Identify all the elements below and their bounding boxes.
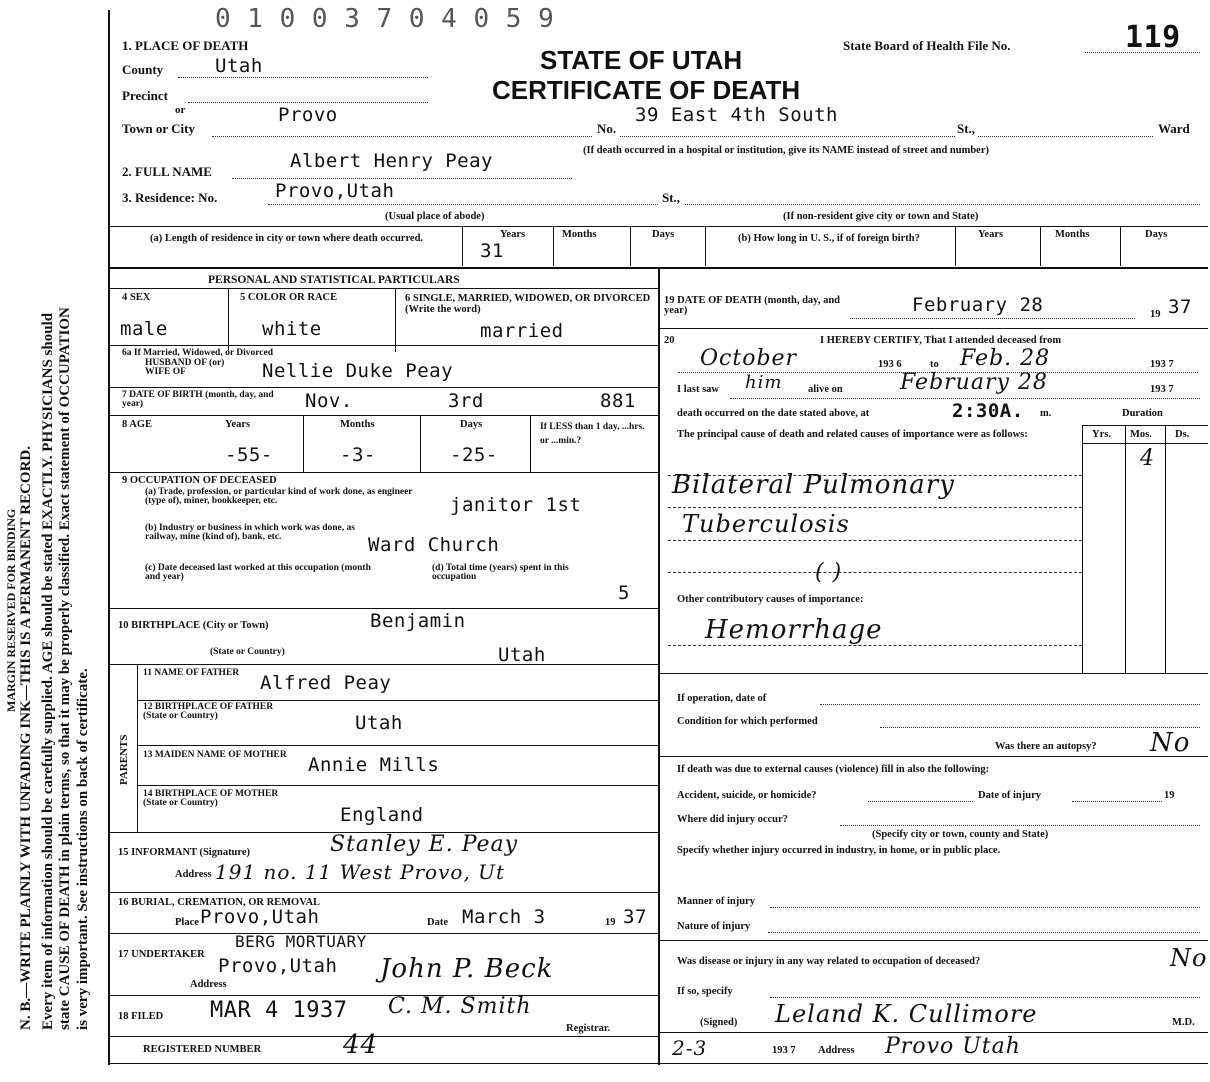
- spouse-label-1: 6a If Married, Widowed, or Divorced: [122, 348, 274, 358]
- condition-label: Condition for which performed: [677, 716, 818, 727]
- autopsy-value: No: [1150, 728, 1191, 758]
- sex-value: male: [120, 318, 168, 340]
- specify-industry-label: Specify whether injury occurred in industry, in home, or in public place.: [677, 845, 1001, 856]
- undertaker-address: Provo,Utah: [218, 955, 338, 977]
- less-than-day-label: If LESS than 1 day, ...hrs. or ...min.?: [540, 422, 645, 446]
- autopsy-label: Was there an autopsy?: [995, 741, 1097, 752]
- age-days-value: -25-: [450, 444, 498, 466]
- burial-place-label: Place: [175, 917, 199, 928]
- occupation-label: 9 OCCUPATION OF DECEASED: [122, 475, 277, 486]
- months-column-header: Mos.: [1130, 429, 1152, 440]
- birthplace-state-label: (State or Country): [210, 647, 285, 657]
- or-label: or: [175, 104, 186, 116]
- birthplace-city: Benjamin: [370, 610, 466, 632]
- foreign-days-header: Days: [1145, 229, 1168, 240]
- hospital-note: (If death occurred in a hospital or institution, give its NAME instead of street and number): [583, 145, 990, 156]
- mother-birthplace-label: 14 BIRTHPLACE OF MOTHER (State or Country): [143, 789, 279, 808]
- date-of-death-label: 19 DATE OF DEATH (month, day, and year): [664, 295, 841, 316]
- dob-label: 7 DATE OF BIRTH (month, day, and year): [122, 390, 274, 409]
- attended-from: October: [700, 346, 798, 371]
- number-label: No.: [597, 121, 617, 136]
- dob-month: Nov.: [305, 390, 353, 412]
- manner-label: Manner of injury: [677, 896, 755, 907]
- personal-heading: PERSONAL AND STATISTICAL PARTICULARS: [208, 274, 460, 286]
- occupation-d-value: 5: [618, 582, 630, 604]
- residence-label: 3. Residence: No.: [122, 190, 218, 205]
- physician-address-label: Address: [818, 1045, 855, 1056]
- occupation-a-label: (a) Trade, profession, or particular kind of work done, as engineer (type of), miner, bookkeeper, etc.: [145, 487, 413, 506]
- ward-label: Ward: [1158, 121, 1190, 136]
- age-months-value: -3-: [340, 444, 376, 466]
- cause-line-1: Bilateral Pulmonary: [672, 470, 955, 500]
- occupation-c-label: (c) Date deceased last worked at this occupation (month and year): [145, 563, 371, 582]
- burial-year-prefix: 19: [605, 917, 616, 928]
- birthplace-state: Utah: [498, 644, 546, 666]
- if-so-specify-label: If so, specify: [677, 986, 733, 997]
- father-value: Alfred Peay: [260, 672, 392, 694]
- last-saw-label: I last saw: [677, 384, 720, 395]
- undertaker-signature: John P. Beck: [380, 954, 554, 984]
- occupation-d-label: (d) Total time (years) spent in this occupation: [432, 563, 569, 582]
- occupation-a-value: janitor 1st: [450, 494, 582, 516]
- informant-address-label: Address: [175, 869, 212, 880]
- specify-place-note: (Specify city or town, county and State): [872, 829, 1049, 840]
- instructions-line-3: is very important. See instructions on back of certificate.: [75, 668, 91, 1030]
- place-of-death-label: 1. PLACE OF DEATH: [122, 38, 249, 53]
- filed-label: 18 FILED: [118, 1011, 164, 1022]
- signed-label: (Signed): [700, 1017, 738, 1028]
- abode-note: (Usual place of abode): [385, 211, 485, 222]
- birthplace-label: 10 BIRTHPLACE (City or Town): [118, 620, 269, 631]
- signed-year: 193 7: [772, 1045, 796, 1056]
- registrar-signature: C. M. Smith: [388, 994, 532, 1019]
- spouse-value: Nellie Duke Peay: [262, 360, 454, 382]
- certify-label: I HEREBY CERTIFY, That I attended deceased from: [820, 335, 1062, 346]
- attended-to-year: 193 7: [1150, 359, 1174, 370]
- mother-birthplace-value: England: [340, 804, 424, 826]
- precinct-label: Precinct: [122, 88, 168, 103]
- foreign-years-header: Years: [978, 229, 1004, 240]
- informant-address: 191 no. 11 West Provo, Ut: [215, 860, 506, 884]
- years-column-header: Yrs.: [1092, 429, 1111, 440]
- occupation-related-value: No: [1170, 944, 1208, 972]
- registered-number-label: REGISTERED NUMBER: [143, 1044, 262, 1055]
- death-year-value: 37: [1168, 296, 1192, 318]
- cause-line-2: Tuberculosis: [682, 510, 850, 538]
- nonresident-note: (If non-resident give city or town and State): [783, 211, 979, 222]
- county-label: County: [122, 62, 164, 77]
- residence-years-header: Years: [500, 229, 526, 240]
- instructions-line-2: state CAUSE OF DEATH in plain terms, so that it may be properly classified. Exact statement of OCCUPATION: [57, 307, 73, 1030]
- color-label: 5 COLOR OR RACE: [240, 292, 338, 303]
- to-label: to: [930, 359, 939, 370]
- file-number-label: State Board of Health File No.: [843, 38, 1011, 53]
- md-label: M.D.: [1172, 1017, 1195, 1028]
- street-suffix-label: St.,: [957, 121, 976, 136]
- residence-value: Provo,Utah: [275, 180, 395, 202]
- burial-date-label: Date: [427, 917, 448, 928]
- father-label: 11 NAME OF FATHER: [143, 668, 240, 678]
- marital-label: 6 SINGLE, MARRIED, WIDOWED, OR DIVORCED (Write the word): [405, 293, 651, 315]
- age-years-header: Years: [225, 419, 251, 430]
- spouse-label-2: HUSBAND OF (or) WIFE OF: [145, 358, 225, 377]
- undertaker-address-label: Address: [190, 979, 227, 990]
- burial-date-value: March 3: [462, 906, 546, 928]
- occupation-b-value: Ward Church: [368, 534, 500, 556]
- occupation-b-label: (b) Industry or business in which work was done, as railway, mine (kind of), bank, etc.: [145, 523, 355, 542]
- undertaker-label: 17 UNDERTAKER: [118, 949, 205, 960]
- undertaker-value: BERG MORTUARY: [235, 932, 367, 951]
- length-of-residence-label: (a) Length of residence in city or town where death occurred.: [150, 233, 424, 244]
- burial-place-value: Provo,Utah: [200, 906, 320, 928]
- marital-value: married: [480, 320, 564, 342]
- residence-days-header: Days: [652, 229, 675, 240]
- section-20-number: 20: [664, 335, 675, 346]
- burial-year-value: 37: [623, 906, 647, 928]
- external-causes-label: If death was due to external causes (violence) fill in also the following:: [677, 764, 990, 775]
- age-months-header: Months: [340, 419, 375, 430]
- death-year-prefix: 19: [1150, 309, 1161, 320]
- dob-day: 3rd: [448, 390, 484, 412]
- state-title: STATE OF UTAH: [540, 45, 743, 75]
- mother-label: 13 MAIDEN NAME OF MOTHER: [143, 750, 287, 760]
- filed-date: MAR 4 1937: [210, 998, 348, 1023]
- age-years-value: -55-: [225, 444, 273, 466]
- duration-label: Duration: [1122, 408, 1163, 419]
- foreign-birth-label: (b) How long in U. S., if of foreign birth?: [738, 233, 920, 244]
- sex-label: 4 SEX: [122, 292, 151, 303]
- father-birthplace-label: 12 BIRTHPLACE OF FATHER (State or Country): [143, 702, 274, 721]
- town-value: Provo: [278, 104, 338, 126]
- cause-label: The principal cause of death and related causes of importance were as follows:: [677, 429, 1028, 440]
- age-label: 8 AGE: [122, 419, 153, 430]
- m-label: m.: [1040, 408, 1052, 419]
- last-saw-pronoun: him: [745, 372, 783, 393]
- residence-street-label: St.,: [662, 190, 681, 205]
- county-value: Utah: [215, 55, 263, 77]
- where-injury-label: Where did injury occur?: [677, 814, 788, 825]
- foreign-months-header: Months: [1055, 229, 1090, 240]
- full-name-value: Albert Henry Peay: [290, 150, 493, 172]
- date-of-death-value: February 28: [912, 294, 1044, 316]
- occupation-related-label: Was disease or injury in any way related to occupation of deceased?: [677, 956, 981, 967]
- accident-label: Accident, suicide, or homicide?: [677, 790, 817, 801]
- informant-label: 15 INFORMANT (Signature): [118, 847, 251, 858]
- dob-year: 881: [600, 390, 636, 412]
- mother-value: Annie Mills: [308, 754, 440, 776]
- age-days-header: Days: [460, 419, 483, 430]
- burial-label: 16 BURIAL, CREMATION, OR REMOVAL: [118, 897, 321, 908]
- cause-line-3: ( ): [815, 560, 843, 585]
- physician-address: Provo Utah: [885, 1034, 1021, 1059]
- registrar-label: Registrar.: [566, 1023, 611, 1034]
- operation-label: If operation, date of: [677, 693, 767, 704]
- color-value: white: [262, 318, 322, 340]
- town-label: Town or City: [122, 121, 195, 136]
- file-number: 119: [1125, 20, 1181, 55]
- last-saw-year: 193 7: [1150, 384, 1174, 395]
- contributory-value: Hemorrhage: [705, 615, 883, 645]
- days-column-header: Ds.: [1175, 429, 1190, 440]
- injury-date-label: Date of injury: [978, 790, 1041, 801]
- death-time: 2:30A.: [952, 400, 1024, 422]
- nature-label: Nature of injury: [677, 921, 751, 932]
- injury-year-prefix: 19: [1164, 790, 1175, 801]
- registered-number-value: 44: [343, 1030, 379, 1060]
- attended-from-year: 193 6: [878, 359, 902, 370]
- permanent-record-note: N. B.—WRITE PLAINLY WITH UNFADING INK—THIS IS A PERMANENT RECORD.: [18, 446, 34, 1030]
- certificate-serial-number: 0 1 0 0 3 7 0 4 0 5 9: [215, 4, 555, 34]
- binding-margin-note: MARGIN RESERVED FOR BINDING: [4, 508, 18, 712]
- contributory-label: Other contributory causes of importance:: [677, 594, 864, 605]
- certificate-title: CERTIFICATE OF DEATH: [492, 75, 801, 105]
- last-saw-date: February 28: [900, 370, 1048, 395]
- street-value: 39 East 4th South: [635, 104, 838, 126]
- informant-signature: Stanley E. Peay: [330, 832, 519, 857]
- residence-years-value: 31: [480, 240, 504, 262]
- attended-to: Feb. 28: [960, 346, 1051, 371]
- father-birthplace-value: Utah: [355, 712, 403, 734]
- physician-signature: Leland K. Cullimore: [775, 1000, 1038, 1028]
- instructions-line-1: Every item of information should be carefully supplied. AGE should be stated EXACTLY. PHYSICIANS should: [40, 312, 56, 1030]
- parents-label: PARENTS: [118, 734, 130, 785]
- alive-label: alive on: [808, 384, 843, 395]
- residence-months-header: Months: [562, 229, 597, 240]
- death-occurred-label: death occurred on the date stated above, at: [677, 408, 870, 419]
- full-name-label: 2. FULL NAME: [122, 164, 212, 179]
- signed-date: 2-3: [672, 1036, 708, 1060]
- duration-months-value: 4: [1140, 446, 1155, 471]
